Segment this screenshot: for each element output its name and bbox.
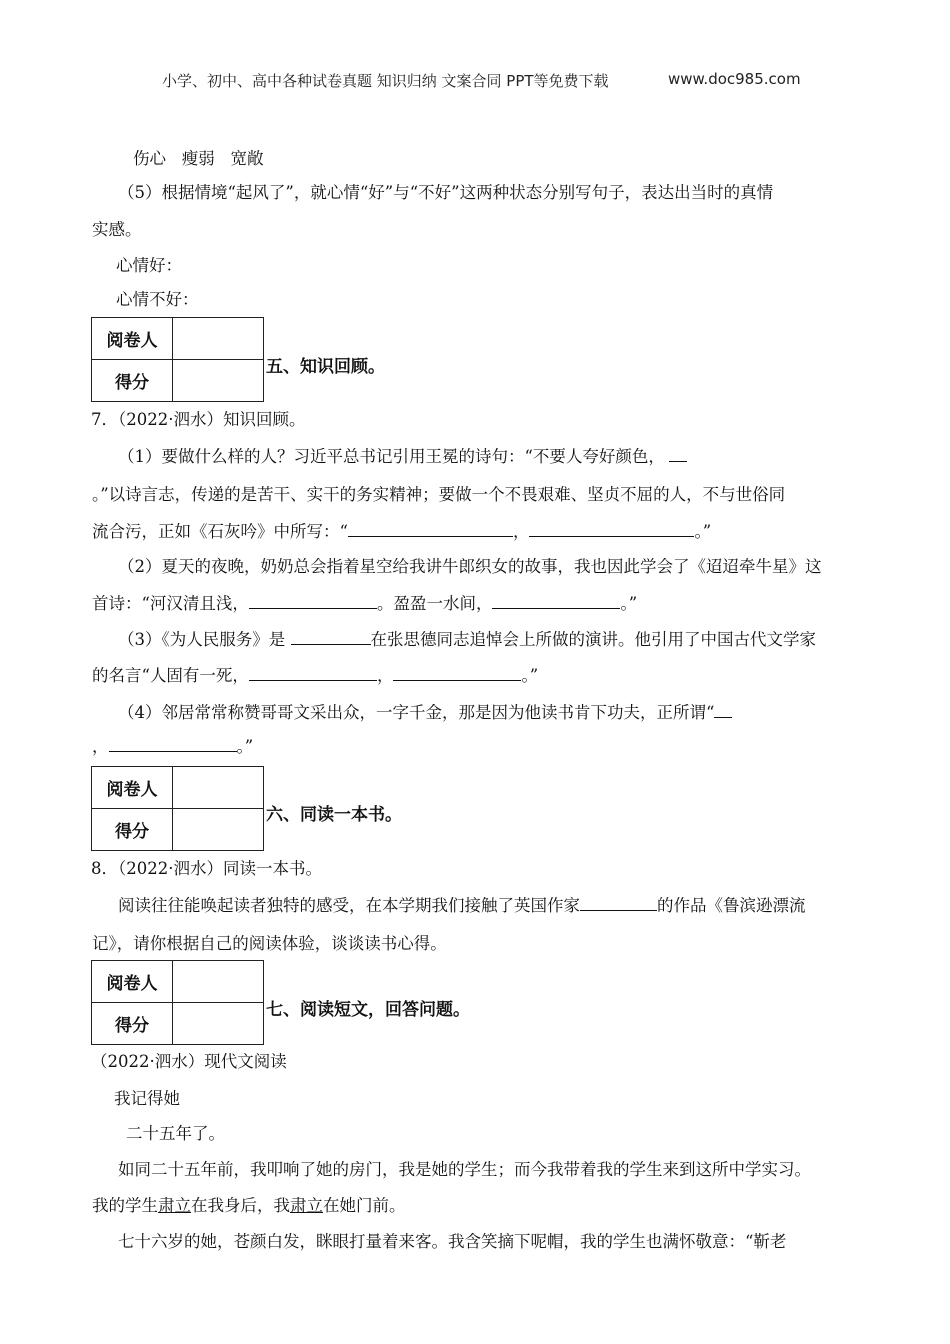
q8-line-1: [118, 892, 806, 916]
q7-3-text-a: （3）《为人民服务》是: [118, 630, 291, 649]
header-left-text: 小学、初中、高中各种试卷真题 知识归纳 文案合同 PPT等免费下载: [162, 72, 609, 90]
p2-text-2: 在我身后，我: [191, 1196, 290, 1215]
paragraph-3: 七十六岁的她，苍颜白发，眯眼打量着来客。我含笑摘下呢帽，我的学生也满怀敬意：“靳老: [118, 1232, 787, 1251]
answer-blank[interactable]: [109, 737, 237, 752]
q7-1-line-2: 。”以诗言志，传递的是苦干、实干的务实精神；要做一个不畏艰难、坚贞不屈的人，不与世俗同: [92, 485, 786, 504]
q8-line-2: 记》，请你根据自己的阅读体验，谈谈读书心得。: [92, 934, 447, 953]
score-table-5: [91, 317, 264, 402]
answer-blank[interactable]: [249, 666, 377, 681]
question-7-number: 7．（2022·泗水）知识回顾。: [91, 410, 306, 429]
question-5-line-1: （5）根据情境“起风了”，就心情“好”与“不好”这两种状态分别写句子，表达出当时的真情: [118, 183, 774, 202]
end-quote: 。”: [236, 737, 254, 756]
article-title: 我记得她: [114, 1089, 180, 1108]
end-quote: 。”: [694, 522, 712, 541]
q7-1-text-c: 流合污，正如《石灰吟》中所写：“: [92, 522, 348, 541]
answer-blank[interactable]: [714, 703, 732, 718]
end-quote: 。”: [521, 666, 539, 685]
score-table-6: [91, 766, 264, 851]
q7-3-text-a2: 在张思德同志追悼会上所做的演讲。他引用了中国古代文学家: [370, 630, 816, 649]
word-list: 伤心 瘦弱 宽敞: [133, 149, 264, 168]
answer-blank[interactable]: [580, 896, 657, 911]
end-quote: 。”: [620, 594, 638, 613]
paragraph-2-line-2: [92, 1192, 406, 1216]
q7-2-text-b: 首诗：“河汉清且浅，: [92, 594, 249, 613]
reviewer-cell[interactable]: [173, 767, 264, 809]
p2-text-1: 我的学生: [92, 1196, 158, 1215]
comma: ，: [376, 666, 394, 685]
answer-blank[interactable]: [393, 666, 521, 681]
q7-3-text-b: 的名言“人固有一死，: [92, 666, 249, 685]
q7-4-line-2: [92, 733, 253, 757]
reviewer-label: 阅卷人: [92, 767, 173, 809]
q8-text-b: 的作品《鲁滨逊漂流: [657, 896, 806, 915]
answer-blank[interactable]: [529, 522, 694, 537]
q7-1-text: （1）要做什么样的人？习近平总书记引用王冕的诗句：“不要人夸好颜色，: [118, 447, 665, 466]
q7-1-line-3: [92, 518, 711, 542]
answer-blank[interactable]: [492, 594, 620, 609]
q7-1-line-1: [118, 443, 687, 467]
mood-bad-label: 心情不好：: [116, 290, 199, 309]
answer-blank[interactable]: [669, 447, 687, 462]
section-7-title: 七、阅读短文，回答问题。: [266, 1000, 470, 1020]
paragraph-2-line-1: 如同二十五年前，我叩响了她的房门，我是她的学生；而今我带着我的学生来到这所中学实习。: [118, 1160, 811, 1179]
score-label: 得分: [92, 809, 173, 851]
q7-2-line-2: [92, 590, 637, 614]
question-5-line-2: 实感。: [92, 220, 142, 239]
header-url[interactable]: www.doc985.com: [668, 70, 801, 88]
score-cell[interactable]: [173, 809, 264, 851]
paragraph-1: 二十五年了。: [126, 1124, 225, 1143]
q8-text-a: 阅读往往能唤起读者独特的感受，在本学期我们接触了英国作家: [118, 896, 580, 915]
q7-4-line-1: [118, 699, 732, 723]
answer-blank[interactable]: [249, 594, 377, 609]
q7-4-text-b: ，: [92, 737, 109, 756]
question-8-number: 8．（2022·泗水）同读一本书。: [91, 859, 322, 878]
reviewer-label: 阅卷人: [92, 961, 173, 1003]
reviewer-cell[interactable]: [173, 318, 264, 360]
underlined-word: 肃立: [290, 1196, 323, 1215]
comma: ，: [512, 522, 530, 541]
q7-3-line-1: [118, 626, 816, 650]
score-cell[interactable]: [173, 360, 264, 402]
underlined-word: 肃立: [158, 1196, 191, 1215]
mood-good-label: 心情好：: [116, 256, 182, 275]
score-cell[interactable]: [173, 1003, 264, 1045]
reading-source: （2022·泗水）现代文阅读: [91, 1052, 287, 1071]
q7-3-line-2: [92, 662, 538, 686]
answer-blank[interactable]: [348, 522, 513, 537]
score-label: 得分: [92, 1003, 173, 1045]
section-5-title: 五、知识回顾。: [266, 357, 385, 377]
p2-text-3: 在她门前。: [323, 1196, 406, 1215]
reviewer-cell[interactable]: [173, 961, 264, 1003]
reviewer-label: 阅卷人: [92, 318, 173, 360]
section-6-title: 六、同读一本书。: [266, 805, 402, 825]
q7-2-text-mid: 。盈盈一水间，: [376, 594, 493, 613]
answer-blank[interactable]: [291, 630, 371, 645]
score-label: 得分: [92, 360, 173, 402]
score-table-7: [91, 960, 264, 1045]
q7-4-text-a: （4）邻居常常称赞哥哥文采出众，一字千金，那是因为他读书肯下功夫，正所谓“: [118, 703, 715, 722]
q7-2-line-1: （2）夏天的夜晚，奶奶总会指着星空给我讲牛郎织女的故事，我也因此学会了《迢迢牵牛星》这: [118, 557, 822, 576]
